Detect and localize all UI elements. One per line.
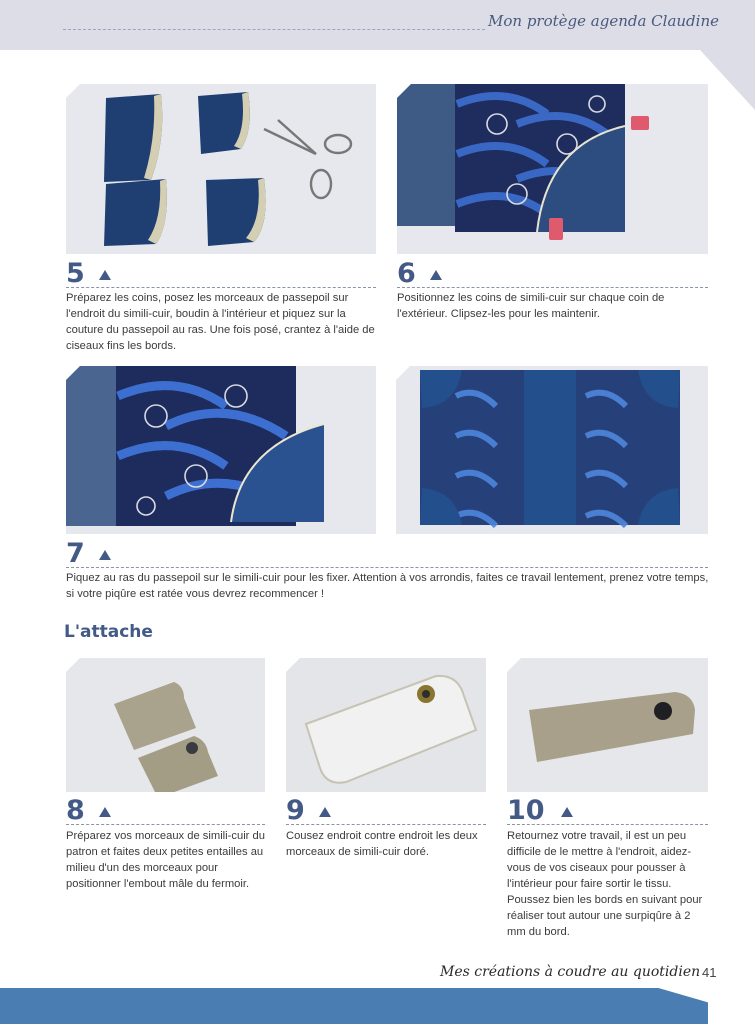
- footer-band: [0, 988, 708, 1024]
- step-9-dashed-rule: [286, 824, 486, 825]
- step-7-photo-right: [396, 366, 708, 534]
- step-9-text: Cousez endroit contre endroit les deux morceaux de simili-cuir doré.: [286, 830, 478, 858]
- scissors-icon: [264, 120, 351, 198]
- step-8-photo: [66, 658, 265, 792]
- step-5-number: 5: [66, 258, 85, 289]
- step-5-triangle-icon: [99, 270, 111, 280]
- step-5-photo: [66, 84, 376, 254]
- step-7-number: 7: [66, 538, 85, 569]
- step-5-dashed-rule: [66, 287, 376, 288]
- step-9-number: 9: [286, 795, 305, 826]
- header-corner-decoration: [700, 50, 755, 110]
- step-6-text: Positionnez les coins de simili-cuir sur chaque coin de l'extérieur. Clipsez-les pour les maintenir.: [397, 292, 665, 320]
- leather-corner-piece: [104, 92, 266, 246]
- step-7-dashed-rule: [66, 567, 708, 568]
- step-9-photo: [286, 658, 486, 792]
- running-header-title: Mon protège agenda Claudine: [488, 12, 719, 30]
- step-10-photo: [507, 658, 708, 792]
- running-footer-title: Mes créations à coudre au quotidien: [440, 964, 701, 980]
- step-6-number: 6: [397, 258, 416, 289]
- step-10-text: Retournez votre travail, il est un peu difficile de le mettre à l'endroit, aidez-vous de vos ciseaux pour pousser à l'intérieur pour faire sortir le tissu. Poussez bien les bords en suivant pour réaliser tout autour une surpiqûre à 2 mm du bord.: [507, 830, 703, 938]
- step-8-triangle-icon: [99, 807, 111, 817]
- step-5-text: Préparez les coins, posez les morceaux de passepoil sur l'endroit du simili-cuir, boudin à l'intérieur et piquez sur la couture du passepoil au ras. Une fois posé, crantez à l'aide de ciseaux fins les bords.: [66, 292, 375, 352]
- section-title: L'attache: [64, 622, 153, 642]
- page-number: 41: [702, 965, 717, 980]
- step-10-number: 10: [507, 795, 545, 826]
- step-9-triangle-icon: [319, 807, 331, 817]
- step-8-number: 8: [66, 795, 85, 826]
- step-10-dashed-rule: [507, 824, 708, 825]
- step-10-triangle-icon: [561, 807, 573, 817]
- step-8-text: Préparez vos morceaux de simili-cuir du patron et faites deux petites entailles au milieu d'un des morceaux pour positionner l'embout mâle du fermoir.: [66, 830, 265, 890]
- step-6-triangle-icon: [430, 270, 442, 280]
- header-dashed-rule: [63, 29, 485, 30]
- step-7-photo-left: [66, 366, 376, 534]
- step-8-dashed-rule: [66, 824, 265, 825]
- step-6-dashed-rule: [397, 287, 708, 288]
- step-7-text: Piquez au ras du passepoil sur le simili-cuir pour les fixer. Attention à vos arrondis, faites ce travail lentement, prenez votre temps, si votre piqûre est ratée vous devrez recommencer !: [66, 572, 709, 600]
- step-6-photo: [397, 84, 708, 254]
- step-7-triangle-icon: [99, 550, 111, 560]
